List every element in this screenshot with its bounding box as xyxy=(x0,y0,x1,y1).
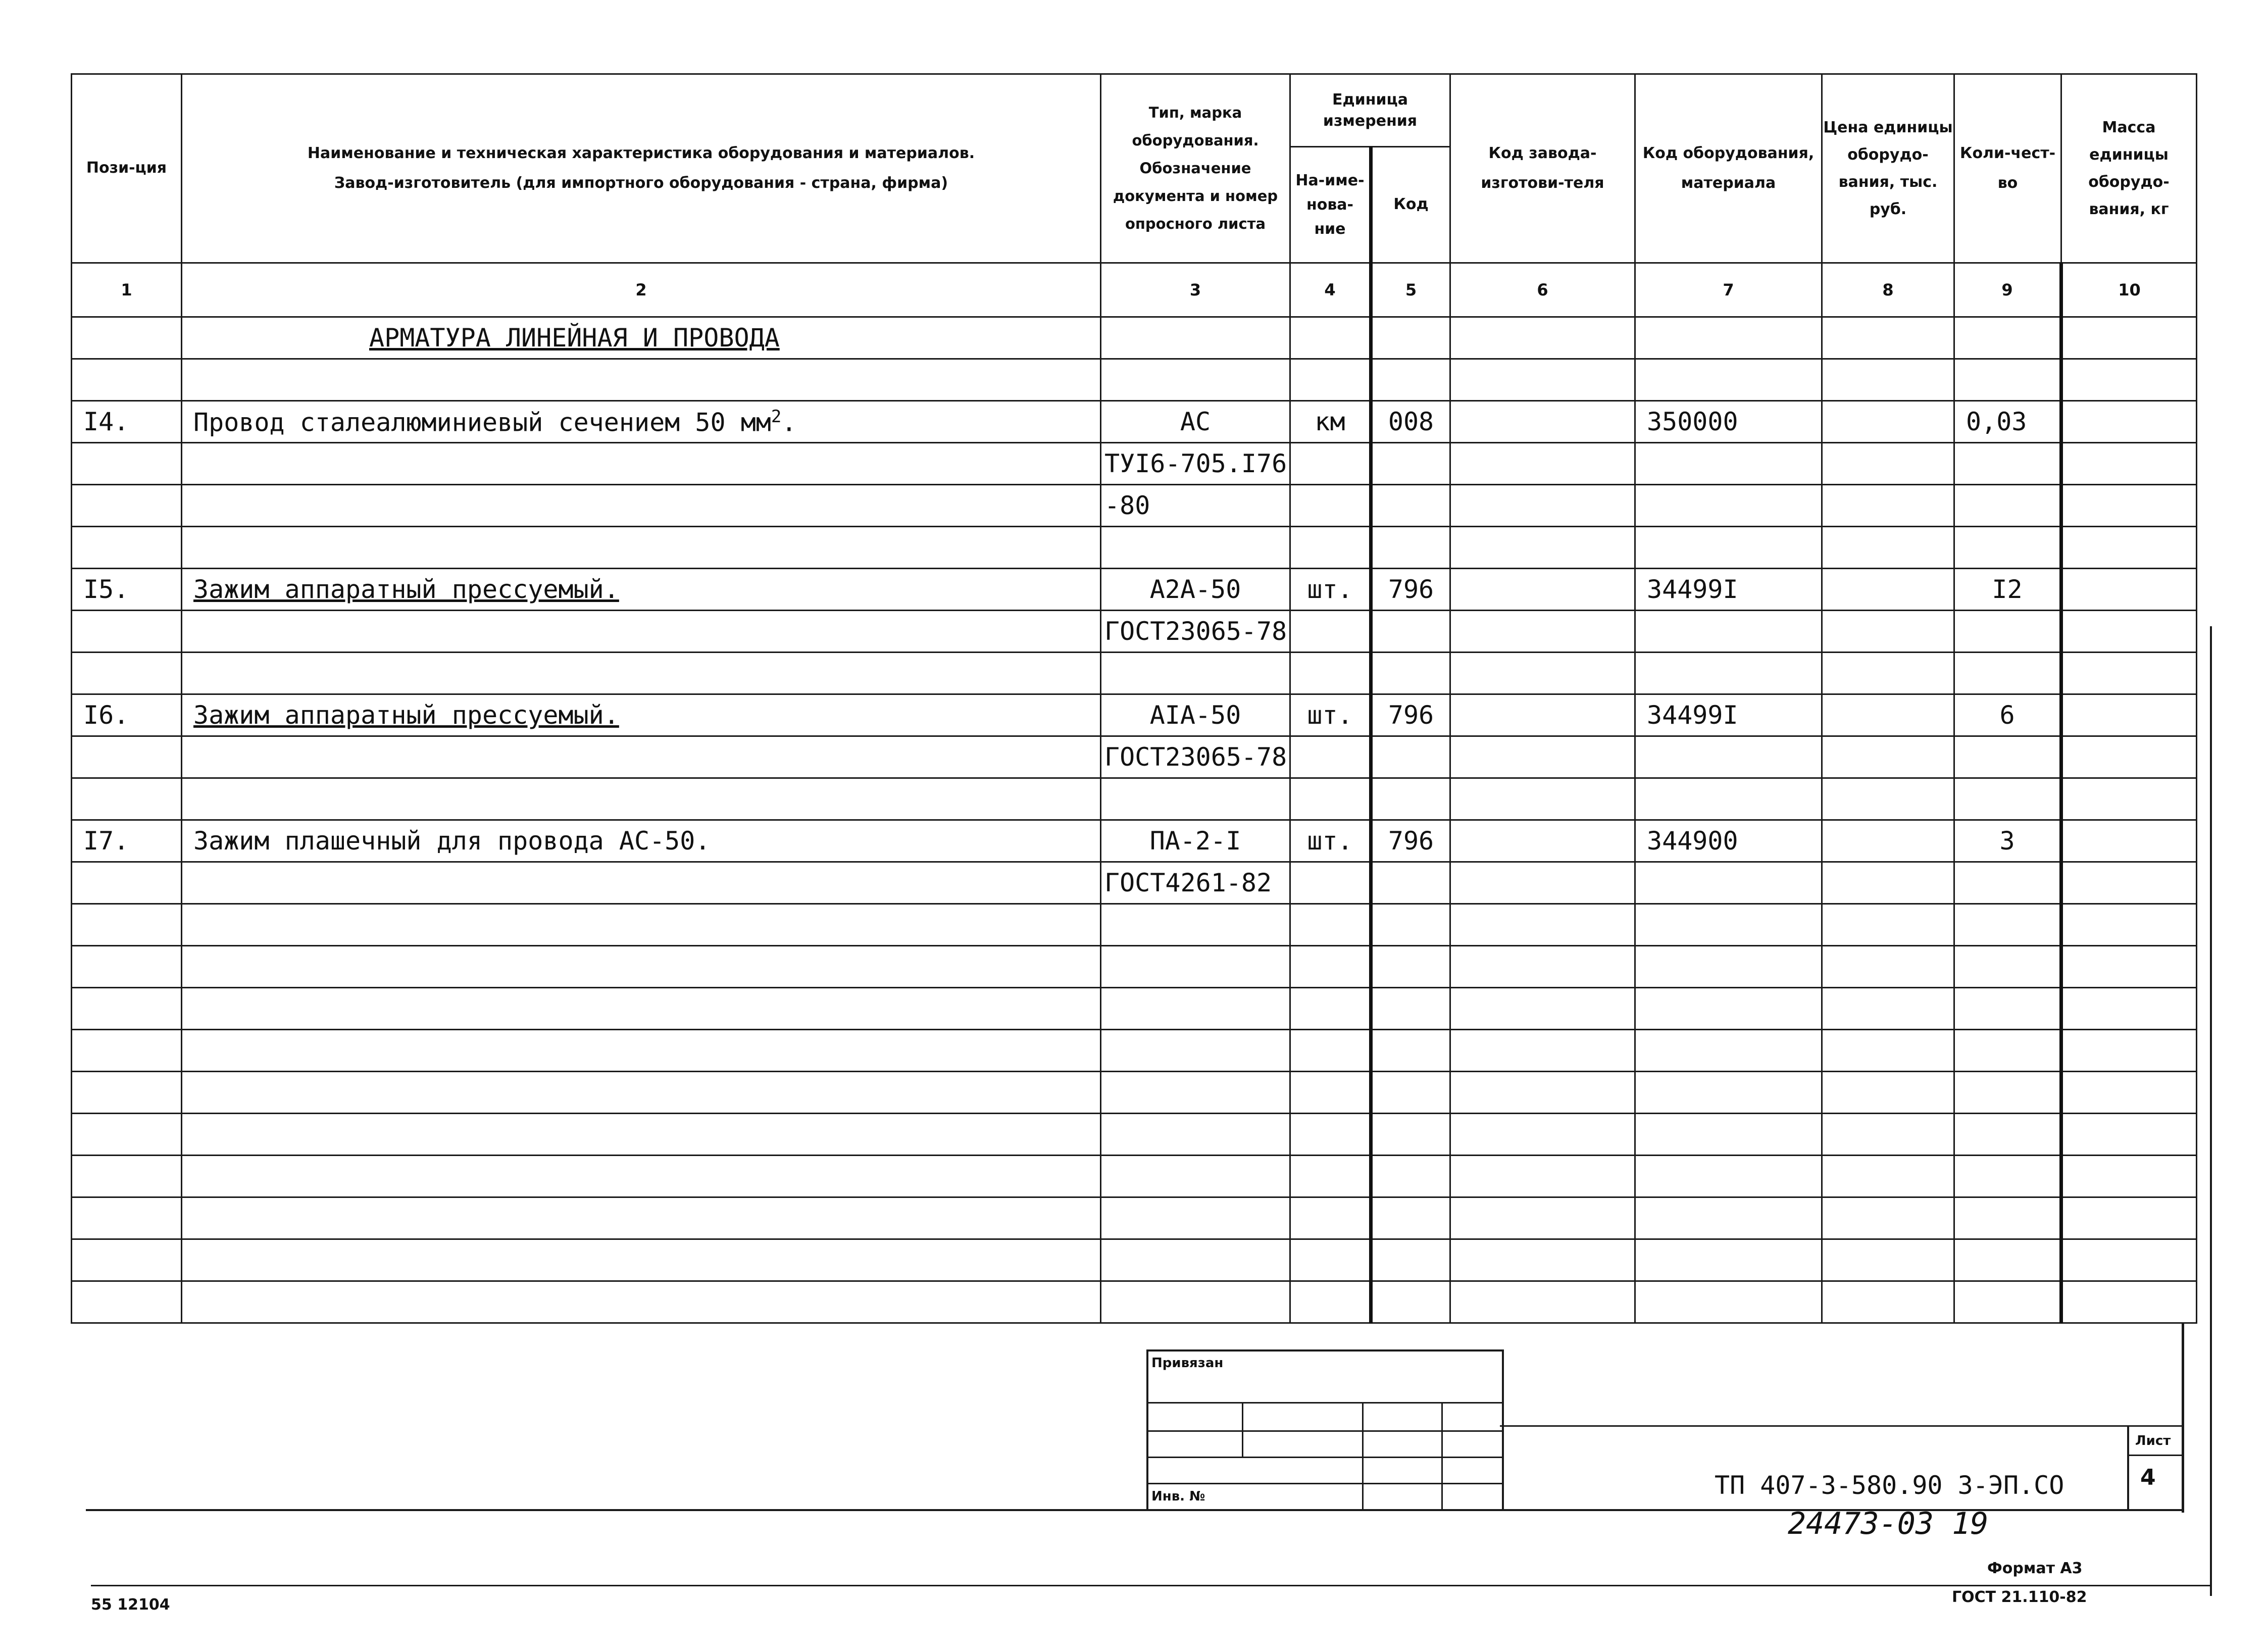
table-row xyxy=(72,611,2197,653)
col-number-4: 4 xyxy=(1290,263,1371,317)
header-description-line1: Наименование и техническая характеристика оборудования и материалов. xyxy=(307,144,975,162)
item-type: А2А-50 xyxy=(1101,569,1290,611)
inventory-label: Инв. № xyxy=(1151,1489,1205,1504)
table-row xyxy=(72,527,2197,569)
sheet-box xyxy=(2127,1425,2184,1509)
item-name: Провод сталеалюминиевый сечением 50 $мм^2$. xyxy=(182,401,1101,443)
standard-label: ГОСТ 21.110-82 xyxy=(1952,1588,2087,1606)
table-row xyxy=(72,1281,2197,1323)
header-description xyxy=(182,74,1101,263)
item-unit: шт. xyxy=(1290,694,1371,736)
table-row xyxy=(72,653,2197,694)
frame-bottom xyxy=(91,1585,2212,1586)
table-row xyxy=(72,1030,2197,1072)
header-quantity: Коли-чест-во xyxy=(1954,74,2061,263)
col-number-2: 2 xyxy=(182,263,1101,317)
header-price: Цена единицы оборудо-вания, тыс. руб. xyxy=(1822,74,1954,263)
table-row xyxy=(72,694,2197,736)
item-position: I7. xyxy=(72,820,182,862)
header-description-line2: Завод-изготовитель (для импортного оборудования - страна, фирма) xyxy=(334,174,948,192)
item-unit-code: 796 xyxy=(1371,569,1450,611)
item-unit: шт. xyxy=(1290,569,1371,611)
item-material-code: 34499I xyxy=(1635,694,1822,736)
frame-outer-right xyxy=(2210,626,2212,1596)
col-number-9: 9 xyxy=(1954,263,2061,317)
col-number-8: 8 xyxy=(1822,263,1954,317)
item-quantity: 3 xyxy=(1954,820,2061,862)
item-type-doc-cont: -80 xyxy=(1101,485,1290,527)
header-position: Пози-ция xyxy=(72,74,182,263)
col-number-10: 10 xyxy=(2061,263,2197,317)
col-number-5: 5 xyxy=(1371,263,1450,317)
item-type-doc: ТУI6-705.I76 xyxy=(1101,443,1290,485)
item-name: Зажим плашечный для провода АС-50. xyxy=(182,820,1101,862)
item-unit-code: 796 xyxy=(1371,694,1450,736)
header-mass: Масса единицы оборудо-вания, кг xyxy=(2061,74,2197,263)
table-row xyxy=(72,778,2197,820)
header-factory-code: Код завода-изготови-теля xyxy=(1450,74,1635,263)
item-type-doc: ГОСТ23065-78 xyxy=(1101,736,1290,778)
item-type: ПА-2-I xyxy=(1101,820,1290,862)
frame-title-top xyxy=(1500,1425,2184,1427)
table-row xyxy=(72,1197,2197,1239)
table-row xyxy=(72,1156,2197,1197)
item-name: Зажим аппаратный прессуемый. xyxy=(182,694,1101,736)
archive-number: 24473-03 19 xyxy=(1788,1506,1989,1541)
item-unit-code: 008 xyxy=(1371,401,1450,443)
item-name: Зажим аппаратный прессуемый. xyxy=(182,569,1101,611)
item-name-superscript: 2 xyxy=(771,406,782,427)
sheet-label: Лист xyxy=(2135,1433,2171,1448)
table-row xyxy=(72,485,2197,527)
item-type: АIА-50 xyxy=(1101,694,1290,736)
header-material-code: Код оборудования, материала xyxy=(1635,74,1822,263)
col-number-7: 7 xyxy=(1635,263,1822,317)
table-row xyxy=(72,317,2197,359)
item-unit-code: 796 xyxy=(1371,820,1450,862)
table-row xyxy=(72,862,2197,904)
item-material-code: 350000 xyxy=(1635,401,1822,443)
col-number-3: 3 xyxy=(1101,263,1290,317)
item-position: I4. xyxy=(72,401,182,443)
section-title: АРМАТУРА ЛИНЕЙНАЯ И ПРОВОДА xyxy=(182,317,1101,359)
item-unit: шт. xyxy=(1290,820,1371,862)
item-type-doc: ГОСТ23065-78 xyxy=(1101,611,1290,653)
item-position: I6. xyxy=(72,694,182,736)
item-type: АС xyxy=(1101,401,1290,443)
form-number: 55 12104 xyxy=(91,1596,170,1614)
binding-stamp xyxy=(1146,1349,1504,1511)
item-material-code: 344900 xyxy=(1635,820,1822,862)
table-row xyxy=(72,401,2197,443)
document-code: ТП 407-3-580.90 3-ЭП.СО xyxy=(1715,1471,2064,1500)
header-unit-code: Код xyxy=(1371,147,1450,263)
table-row xyxy=(72,569,2197,611)
col-number-1: 1 xyxy=(72,263,182,317)
item-position: I5. xyxy=(72,569,182,611)
table-row xyxy=(72,946,2197,988)
bound-label: Привязан xyxy=(1151,1356,1224,1371)
table-row xyxy=(72,1239,2197,1281)
format-label: Формат А3 xyxy=(1987,1560,2083,1577)
table-row xyxy=(72,904,2197,946)
table-row xyxy=(72,359,2197,401)
table-row xyxy=(72,1114,2197,1156)
item-type-doc: ГОСТ4261-82 xyxy=(1101,862,1290,904)
sheet-number: 4 xyxy=(2140,1465,2156,1490)
item-quantity: 6 xyxy=(1954,694,2061,736)
col-number-6: 6 xyxy=(1450,263,1635,317)
item-quantity: I2 xyxy=(1954,569,2061,611)
table-row xyxy=(72,736,2197,778)
specification-table xyxy=(71,73,2197,1324)
table-row xyxy=(72,820,2197,862)
table-row xyxy=(72,443,2197,485)
table-row xyxy=(72,1072,2197,1114)
header-unit-group: Единица измерения xyxy=(1290,74,1450,147)
item-material-code: 34499I xyxy=(1635,569,1822,611)
header-type: Тип, марка оборудования. Обозначение документа и номер опросного листа xyxy=(1101,74,1290,263)
table-row xyxy=(72,988,2197,1030)
header-unit-name: На-име-нова-ние xyxy=(1290,147,1371,263)
item-quantity: 0,03 xyxy=(1954,401,2061,443)
item-unit: км xyxy=(1290,401,1371,443)
